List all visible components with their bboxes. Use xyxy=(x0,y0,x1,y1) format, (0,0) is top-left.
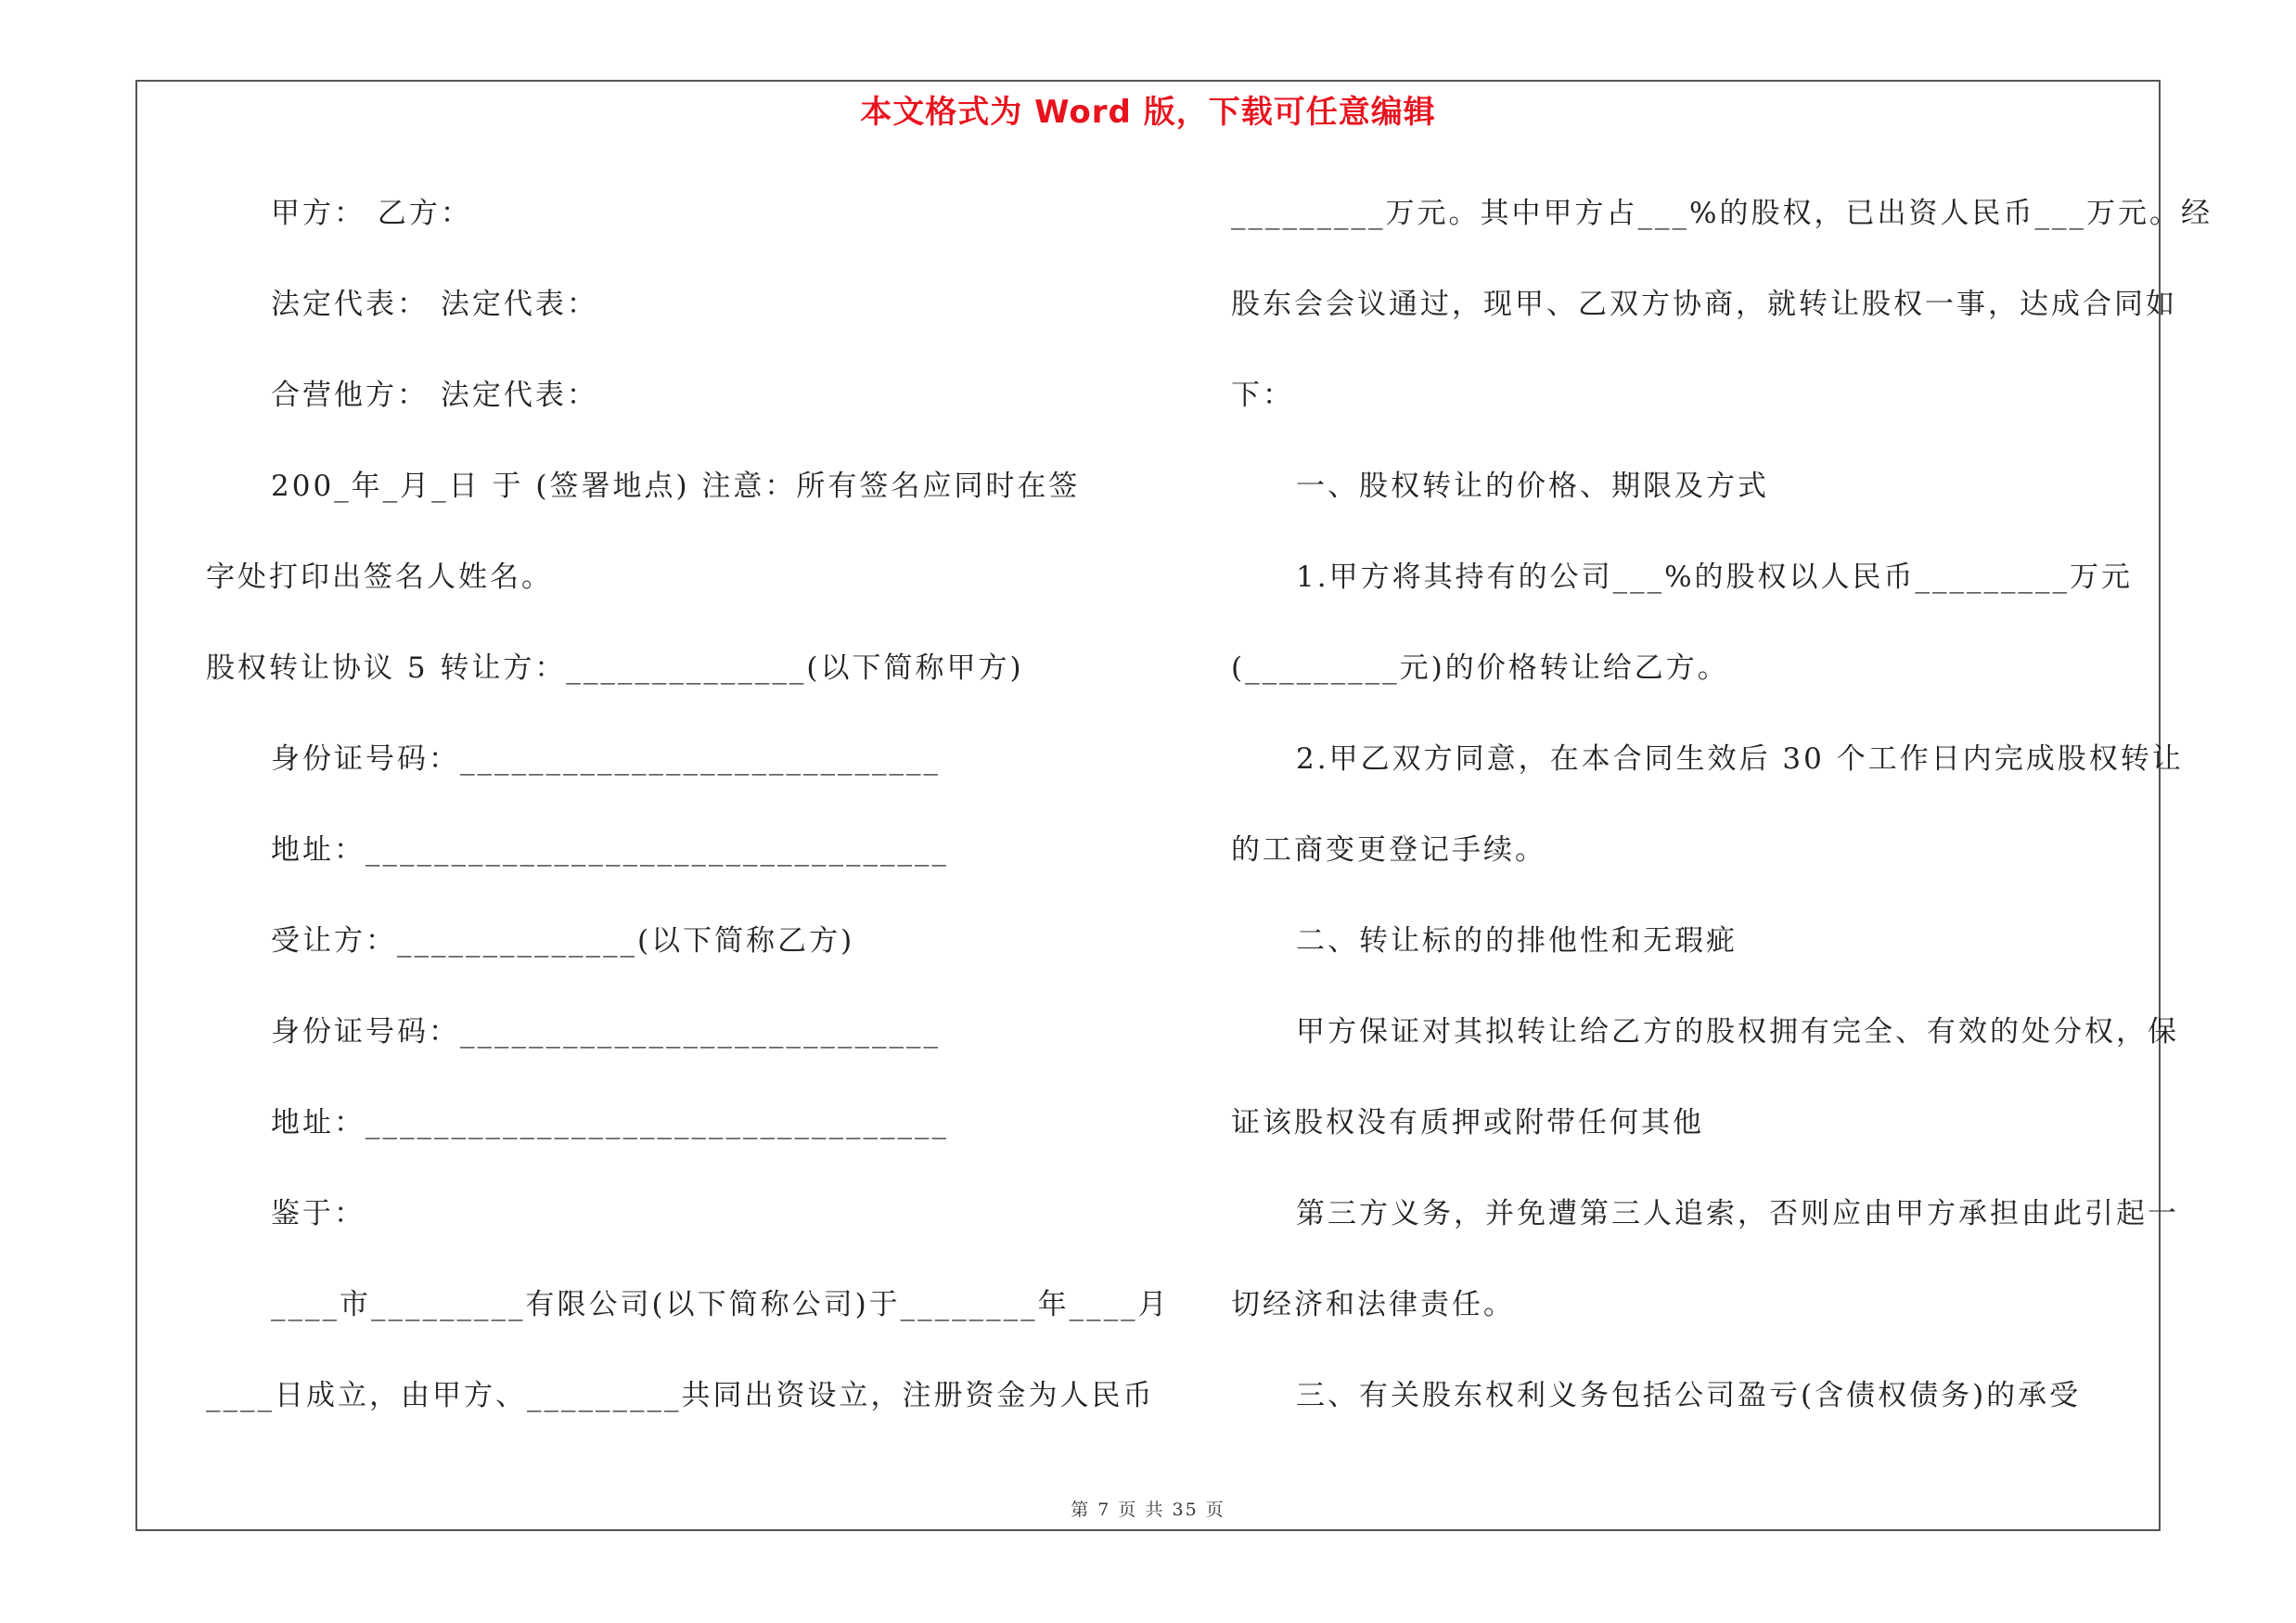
text-line: 身份证号码：____________________________ xyxy=(271,1015,941,1049)
text-line: 合营他方： 法定代表： xyxy=(271,379,598,412)
text-line: 1.甲方将其持有的公司___%的股权以人民币_________万元 xyxy=(1296,560,2134,594)
text-line: 股权转让协议 5 转让方：______________(以下简称甲方) xyxy=(206,651,1024,685)
text-line: ____市_________有限公司(以下简称公司)于________年____月 xyxy=(271,1288,1170,1321)
text-line: 甲方保证对其拟转让给乙方的股权拥有完全、有效的处分权，保 xyxy=(1296,1015,2179,1049)
text-line: 身份证号码：____________________________ xyxy=(271,742,941,776)
text-line: (_________元)的价格转让给乙方。 xyxy=(1231,651,1729,685)
text-line: 地址：__________________________________ xyxy=(271,833,949,867)
text-line: 二、转让标的的排他性和无瑕疵 xyxy=(1296,924,1738,958)
text-line: 第三方义务，并免遭第三人追索，否则应由甲方承担由此引起一 xyxy=(1296,1197,2179,1230)
text-line: 一、股权转让的价格、期限及方式 xyxy=(1296,470,1769,503)
text-line: 200_年_月_日 于 (签署地点) 注意：所有签名应同时在签 xyxy=(271,470,1081,503)
text-line: 切经济和法律责任。 xyxy=(1231,1288,1515,1321)
text-line: 下： xyxy=(1231,379,1294,412)
text-line: 2.甲乙双方同意，在本合同生效后 30 个工作日内完成股权转让 xyxy=(1296,742,2184,776)
text-line: 的工商变更登记手续。 xyxy=(1231,833,1546,867)
text-line: 股东会会议通过，现甲、乙双方协商，就转让股权一事，达成合同如 xyxy=(1231,288,2177,321)
page-number: 第 7 页 共 35 页 xyxy=(1071,1500,1225,1520)
text-line: 鉴于： xyxy=(271,1197,366,1230)
word-format-banner: 本文格式为 Word 版，下载可任意编辑 xyxy=(860,94,1436,131)
text-line: 甲方： 乙方： xyxy=(271,197,472,230)
text-line: 证该股权没有质押或附带任何其他 xyxy=(1231,1106,1704,1140)
text-line: 字处打印出签名人姓名。 xyxy=(206,560,553,594)
text-line: 三、有关股东权利义务包括公司盈亏(含债权债务)的承受 xyxy=(1296,1379,2082,1412)
text-line: 地址：__________________________________ xyxy=(271,1106,949,1140)
text-line: ____日成立，由甲方、_________共同出资设立，注册资金为人民币 xyxy=(206,1379,1155,1412)
text-line: 受让方：______________(以下简称乙方) xyxy=(271,924,855,958)
text-line: 法定代表： 法定代表： xyxy=(271,288,598,321)
text-line: _________万元。其中甲方占___%的股权，已出资人民币___万元。经 xyxy=(1231,197,2213,230)
